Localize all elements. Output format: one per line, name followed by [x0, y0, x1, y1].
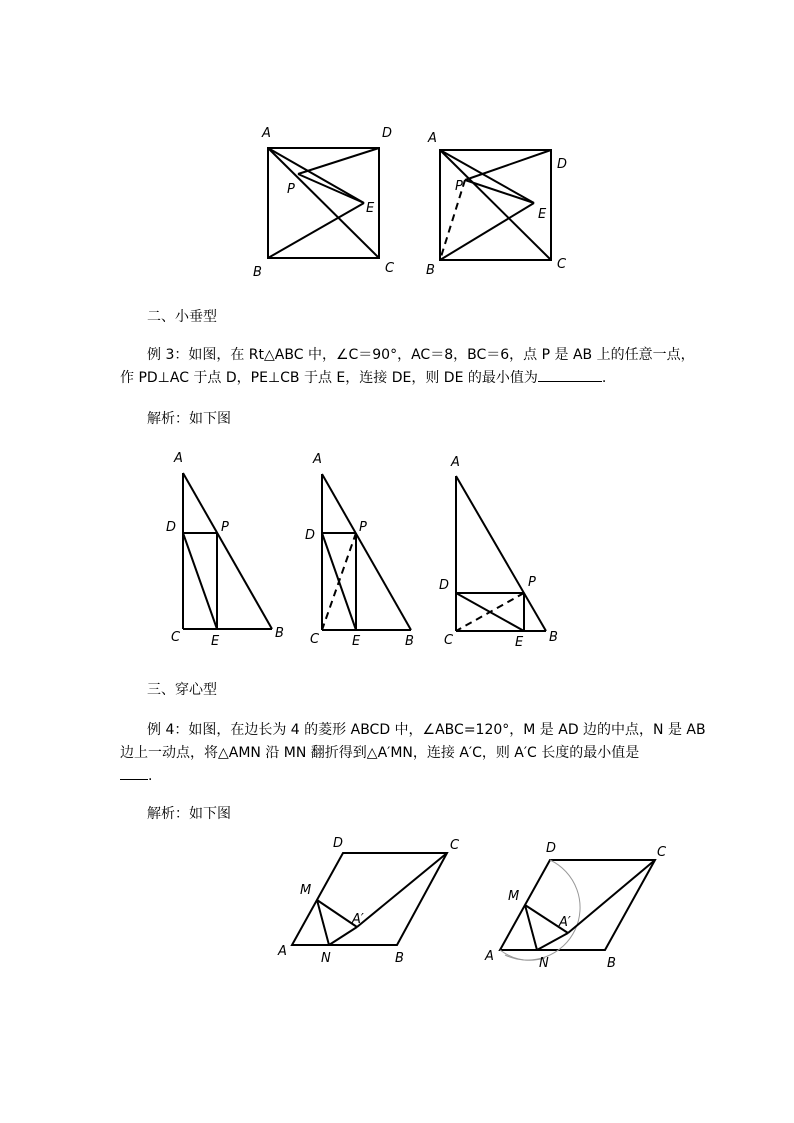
label-E: E [538, 207, 547, 222]
label-D: D [546, 841, 557, 856]
label-D: D [305, 528, 316, 543]
analysis-label-3: 解析：如下图 [147, 411, 231, 427]
label-A: A [451, 455, 460, 470]
label-P: P [287, 182, 295, 197]
label-C: C [450, 838, 460, 853]
label-B: B [253, 265, 262, 280]
triangle-figure-2 [305, 452, 414, 649]
label-A: A [262, 126, 271, 141]
label-E: E [211, 634, 220, 649]
label-A: A [174, 451, 183, 466]
label-P: P [455, 179, 463, 194]
label-C: C [310, 632, 320, 647]
example-4-period: . [148, 768, 153, 784]
example-3-line-1: 例 3：如图，在 Rt△ABC 中，∠C＝90°，AC＝8，BC＝6，点 P 是 AB 上的任意一点， [147, 347, 695, 363]
label-D: D [557, 157, 568, 172]
label-P: P [528, 575, 536, 590]
label-E: E [515, 635, 524, 650]
label-E: E [352, 634, 361, 649]
section-heading-3: 三、穿心型 [147, 682, 217, 698]
square-figure-1 [253, 126, 395, 280]
label-B: B [549, 630, 558, 645]
label-B: B [275, 626, 284, 641]
label-D: D [166, 520, 177, 535]
label-C: C [657, 845, 667, 860]
example-3-text: 作 PD⊥AC 于点 D，PE⊥CB 于点 E，连接 DE，则 DE 的最小值为 [120, 370, 538, 386]
label-A-prime: A′ [352, 912, 364, 927]
label-D: D [439, 578, 450, 593]
example-4-line-1: 例 4：如图，在边长为 4 的菱形 ABCD 中，∠ABC=120°，M 是 AD 边的中点，N 是 AB [147, 722, 706, 738]
label-B: B [607, 956, 616, 971]
label-A: A [278, 944, 287, 959]
example-3-line-2 [120, 367, 680, 390]
label-M: M [300, 883, 312, 898]
rhombus-figure-1 [277, 836, 460, 966]
triangle-figure-1 [166, 451, 284, 649]
label-B: B [395, 951, 404, 966]
label-B: B [426, 263, 435, 278]
label-A: A [313, 452, 322, 467]
label-A: A [485, 949, 494, 964]
example-4-line-3 [120, 765, 680, 788]
triangle-figure-3 [439, 455, 558, 650]
label-D: D [382, 126, 393, 141]
label-P: P [221, 520, 229, 535]
rhombus-figure-2 [484, 841, 667, 971]
section-heading-2: 二、小垂型 [147, 309, 217, 325]
label-C: C [385, 261, 395, 276]
label-E: E [366, 201, 375, 216]
label-C: C [557, 257, 567, 272]
label-C: C [171, 630, 181, 645]
label-B: B [405, 634, 414, 649]
label-N: N [321, 951, 331, 966]
label-P: P [359, 520, 367, 535]
square-figure-2 [426, 131, 567, 278]
label-C: C [444, 633, 454, 648]
analysis-label-4: 解析：如下图 [147, 806, 231, 822]
label-A: A [428, 131, 437, 146]
answer-blank [120, 779, 148, 780]
example-4-line-2: 边上一动点，将△AMN 沿 MN 翻折得到△A′MN，连接 A′C，则 A′C 长度的最小值是 [120, 745, 640, 761]
label-N: N [539, 956, 549, 971]
label-D: D [333, 836, 344, 851]
answer-blank [538, 381, 602, 382]
label-A-prime: A′ [559, 915, 571, 930]
label-M: M [508, 889, 520, 904]
example-3-period: . [601, 370, 607, 386]
